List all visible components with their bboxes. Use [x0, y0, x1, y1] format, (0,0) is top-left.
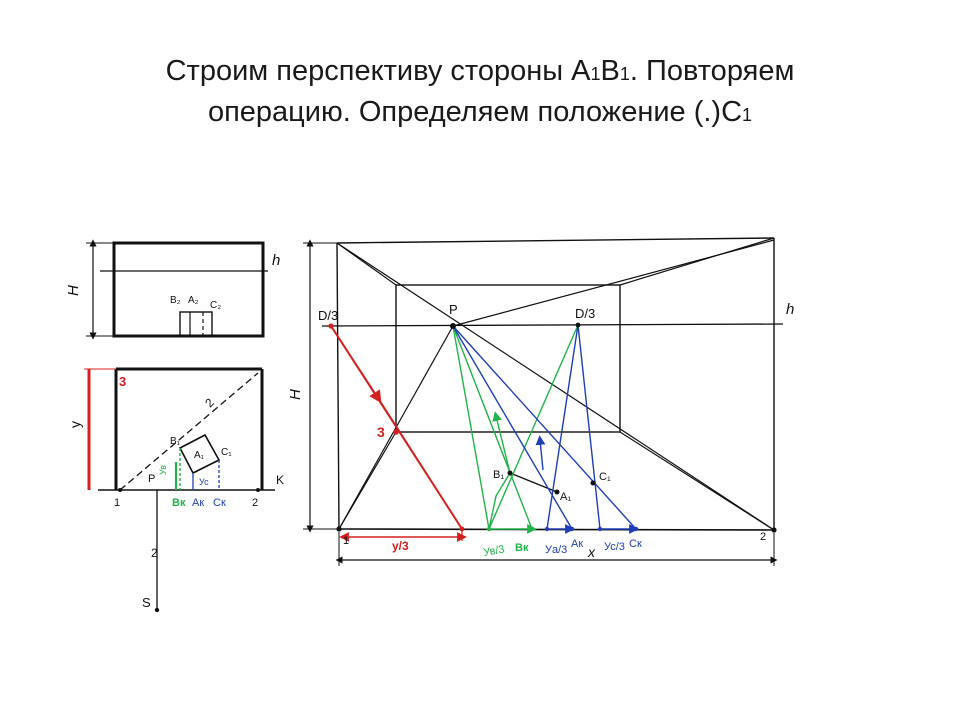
label-ya3: Уа/3 — [545, 544, 568, 556]
plan-view — [84, 369, 275, 612]
label-CK-plan: Ск — [213, 497, 226, 509]
label-P-large: P — [449, 302, 458, 317]
point-C1 — [591, 481, 596, 486]
label-Vk: Вк — [515, 542, 529, 554]
label-1-plan: 1 — [114, 497, 121, 509]
label-yc3: Ус/3 — [604, 541, 625, 553]
label-D3-right: D/3 — [575, 306, 596, 321]
label-Ak: Ак — [571, 538, 584, 550]
label-B2: B₂ — [170, 295, 181, 306]
label-h-small: h — [272, 252, 281, 269]
label-C2: C₂ — [210, 300, 222, 311]
label-1-large: 1 — [343, 535, 350, 547]
label-A1-large: A₁ — [560, 491, 572, 503]
label-y-green: Ув — [158, 465, 168, 475]
label-B1-large: B₁ — [493, 469, 505, 481]
label-S: S — [142, 595, 151, 610]
label-BK-plan: Вк — [172, 497, 186, 509]
label-K-plan: K — [276, 473, 285, 487]
frame-top — [337, 238, 774, 243]
facade-object-outline — [180, 312, 212, 336]
perspective-view — [303, 238, 783, 566]
station-point-S — [155, 608, 159, 612]
distance-point-D3-left — [328, 323, 333, 328]
label-D3-left: D/3 — [318, 308, 339, 323]
label-y-blue: Ус — [199, 477, 209, 487]
point-1 — [336, 526, 341, 531]
line-P-to-top-right — [453, 240, 774, 326]
title-line-1: Строим перспективу стороны А1В1. Повторяем — [165, 55, 795, 87]
label-2-below: 2 — [151, 546, 158, 560]
distance-point-D3-right — [576, 323, 581, 328]
label-2-large: 2 — [760, 531, 767, 543]
blue-construction — [453, 325, 636, 529]
label-Ck: Ск — [629, 538, 642, 550]
plan-view-labels — [67, 374, 284, 610]
frame-left — [337, 243, 339, 529]
point-3 — [393, 429, 399, 435]
label-A2: A₂ — [188, 295, 199, 306]
label-yv3: Ув/3 — [482, 543, 506, 559]
top-facade-view — [86, 243, 268, 336]
label-3-large: 3 — [377, 424, 385, 440]
label-P-plan: P — [148, 473, 156, 485]
horizon-line-h — [322, 324, 783, 326]
perspective-labels — [287, 301, 794, 560]
label-x: x — [588, 544, 595, 560]
point-A1 — [555, 490, 560, 495]
label-C1-plan: C₁ — [221, 447, 232, 458]
title-line-2: операцию. Определяем положение (.)С1 — [207, 96, 753, 128]
label-H-large: H — [287, 389, 304, 400]
label-y3: у/3 — [392, 539, 409, 553]
point-B1 — [508, 471, 513, 476]
vanishing-point-P — [450, 323, 456, 329]
label-3-plan: 3 — [119, 374, 127, 389]
label-B1-plan: B₁ — [170, 436, 181, 447]
top-facade-labels — [65, 252, 280, 311]
label-2-diagonal: 2 — [202, 395, 217, 411]
label-y-plan: у — [67, 421, 83, 428]
label-2-plan: 2 — [252, 497, 259, 509]
label-H-small: H — [65, 285, 82, 296]
facade-frame — [114, 243, 263, 336]
label-A1-plan: A₁ — [194, 450, 205, 461]
label-h-large: h — [786, 301, 795, 318]
label-C1-large: C₁ — [599, 471, 611, 483]
diagonal-to-P — [337, 243, 774, 530]
label-AK-plan: Ак — [192, 497, 205, 509]
plan-diagonal-dashed — [120, 373, 258, 490]
point-2 — [771, 527, 776, 532]
